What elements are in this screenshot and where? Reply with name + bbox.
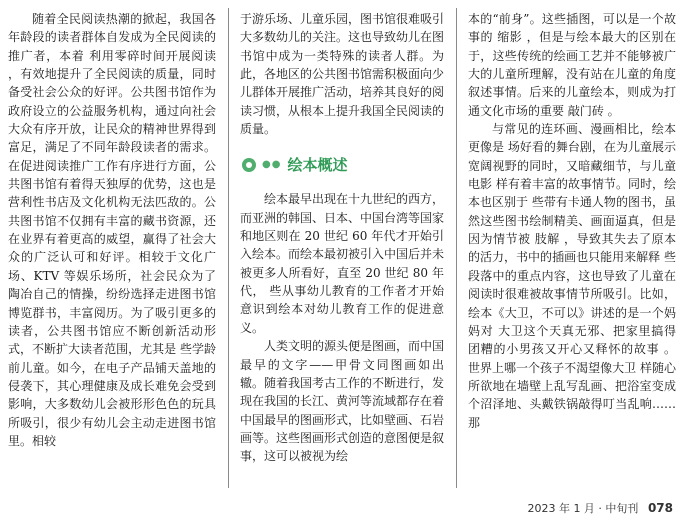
paragraph: 人类文明的源头便是图画，而中国最早的文字——甲骨文同图画如出 辙。随着我国考古工作的不断进行，发现在我国的长江、黄河等流域都存在着中国最早的图画形式，比如壁画、石岩画等。这些图画形式创造的意图便是叙事，这可以被视为绘 [240, 339, 445, 464]
paragraph: 于游乐场、儿童乐园，图书馆很难吸引大多数幼儿的关注。这也导致幼儿在图书馆中成为一类特殊的读者人群。为此，各地区的公共图书馆需积极面向少儿群体开展推广活动，培养其良好的阅读习惯，从根本上提升我国全民阅读的质量。 [240, 12, 445, 137]
paragraph: 绘本最早出现在十九世纪的西方，而亚洲的韩国、日本、中国台湾等国家和地区则在 20 世纪 60 年代才开始引入绘本。而绘本最初被引入中国后并未被更多人所看好，直至 20 世纪 80 年代， 些从事幼儿教育的工作者才开始意识到绘本对幼儿教育工作的促进意义。 [240, 192, 445, 335]
text-column-1 [8, 10, 216, 450]
column-divider-left [228, 8, 229, 488]
text-column-2 [240, 10, 444, 466]
section-title: 绘本概述 [287, 156, 348, 175]
dots-icon: ●● [262, 159, 282, 171]
page-number: 078 [647, 501, 673, 515]
circle-bullet-icon [242, 158, 256, 172]
paragraph: 本的“前身”。这些插图，可以是一个故事的 缩影 ，但是与绘本最大的区别在于，这些传统的绘画工艺并不能够被广大的儿童所理解，没有站在儿童的角度叙述事情。后来的儿童绘本，则成为打通文化市场的重要 敲门砖 。 [468, 12, 676, 118]
text-column-3 [468, 10, 676, 432]
paragraph: 随着全民阅读热潮的掀起，我国各年龄段的读者群体自发成为全民阅读的推广者，本着 利用零碎时间开展阅读 ，有效地提升了全民阅读的质量，同时备受社会公众的好评。公共图书馆作为政府设立的公益服务机构，通过向社会大众有序开放，让民众的精神世界得到富足，满足了不同年龄段读者的需求。在促进阅读推广工作有序进行方面，公共图书馆有着得天独厚的优势，这也是营利性书店及文化机构无法匹敌的。公共图书馆不仅拥有丰富的藏书资源，还在业界有着更高的威望，赢得了社会大众的广泛认可和好评。相较于文化广场、KTV 等娱乐场所，社会民众为了陶冶自己的情操，纷纷选择走进图书馆博览群书，丰富阅历。为了吸引更多的读者，公共图书馆应不断创新活动形式，不断扩大读者范围，尤其是 些学龄前儿童。如今，在电子产品铺天盖地的侵袭下，其心理健康及成长难免会受到影响，大多数幼儿会被形形色色的玩具所吸引，很少有幼儿会主动走进图书馆里。相较 [8, 12, 216, 448]
issue-label: 2023 年 1 月 · 中旬刊 [527, 502, 639, 515]
paragraph: 与常见的连环画、漫画相比，绘本更像是 场好看的舞台剧，在为儿童展示宽阔视野的同时，又暗藏细节，与儿童电影 样有着丰富的故事情节。同时，绘本也区别于 些带有卡通人物的图书，虽然这些图书绘制精美、画面逼真，但是因为情节被 肢解 ，导致其失去了原本的活力，书中的插画也只能用来解释 些段落中的重点内容，这也导致了儿童在阅读时很难被故事情节所吸引。比如，绘本《大卫，不可以》讲述的是一个妈妈对 大卫这个天真无邪、把家里搞得 团糟的小男孩又开心又释怀的故事 。 世界上哪一个孩子不渴望像大卫 样随心所欲地在墙壁上乱写乱画、把浴室变成 个沼泽地、头戴铁锅敲得叮当乱响……那 [468, 122, 676, 430]
section-heading [240, 154, 444, 176]
page-footer [527, 500, 673, 516]
column-divider-right [456, 8, 457, 488]
